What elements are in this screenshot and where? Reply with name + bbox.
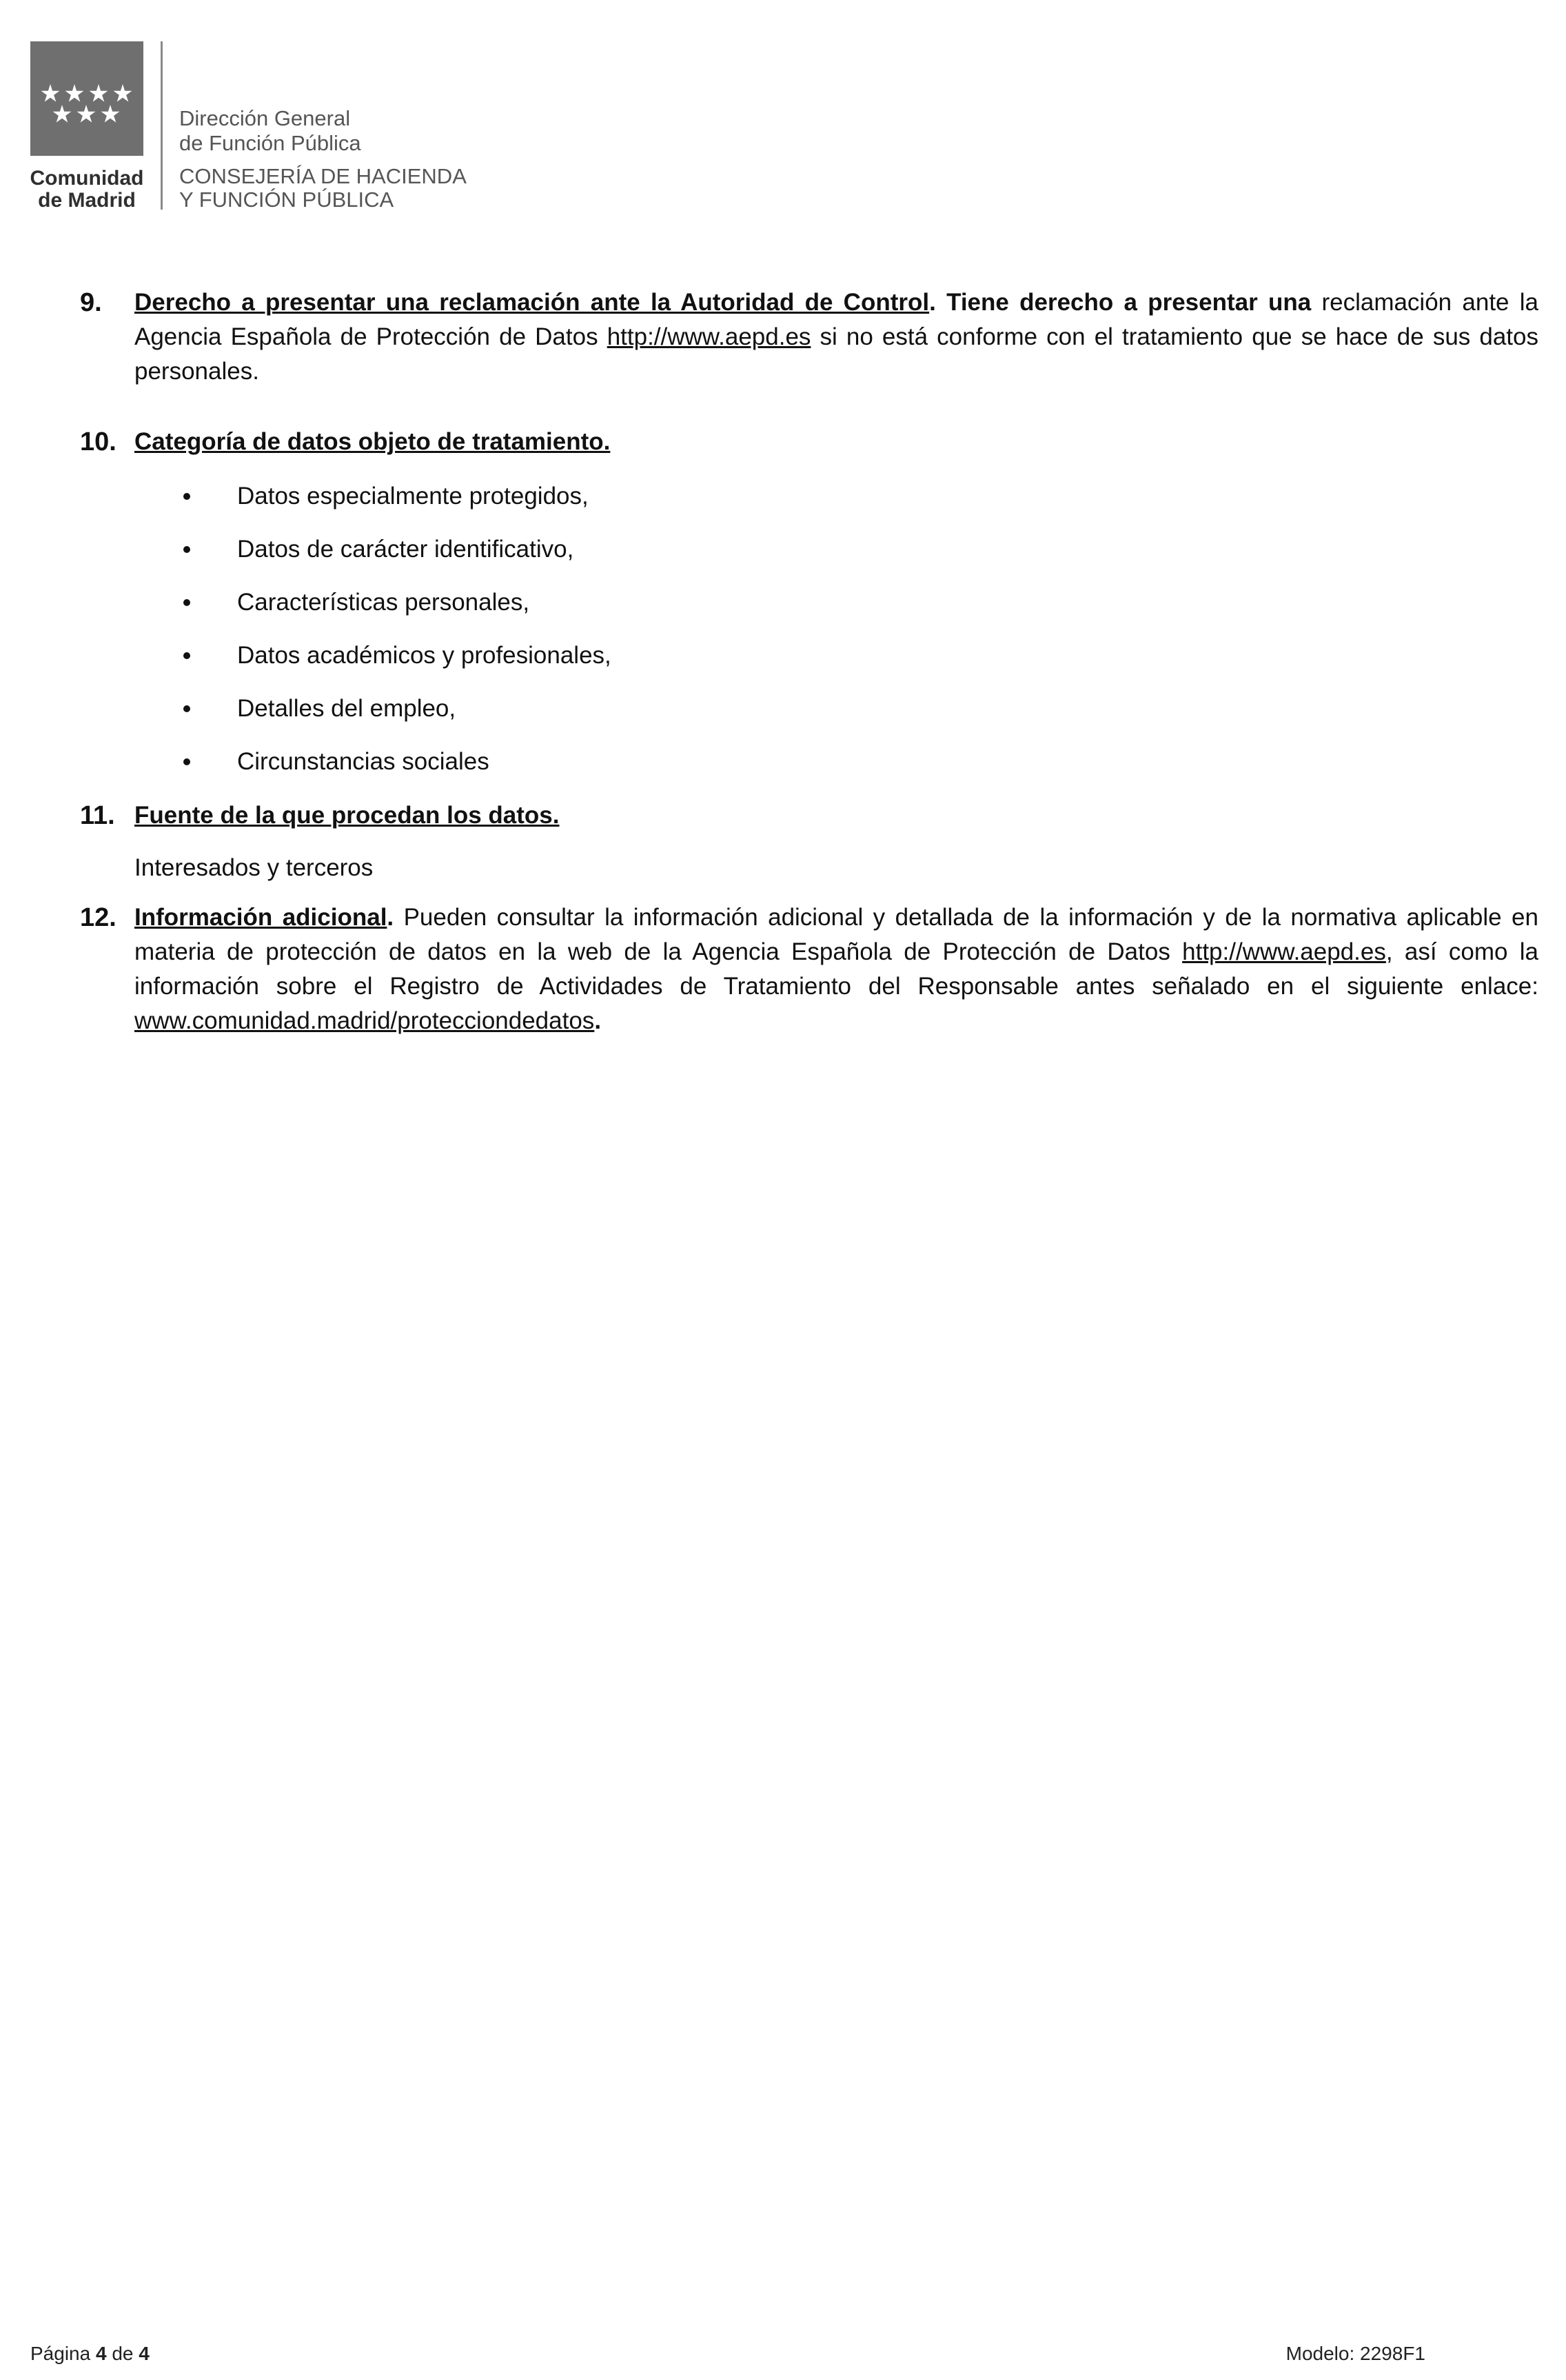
list-item: Datos de carácter identificativo, xyxy=(183,532,573,567)
dept-line-3: CONSEJERÍA DE HACIENDA xyxy=(179,164,467,188)
section-number: 9. xyxy=(80,288,102,317)
section-12-text1: Pueden consultar la información adicional y detallada de la información y de la normativa aplicable en materia de protección de datos en la web de la Agencia Española de Protección de Datos xyxy=(134,904,1538,965)
section-number: 11. xyxy=(80,801,115,830)
page-number: Página 4 de 4 xyxy=(30,2343,150,2364)
bullet-icon xyxy=(183,758,190,765)
section-12 xyxy=(80,900,1538,1038)
star-icon xyxy=(101,105,120,123)
stars-emblem-icon xyxy=(30,41,143,156)
section-11-title: Fuente de la que procedan los datos. xyxy=(134,802,560,829)
section-9-text2: si no está conforme con el tratamiento que se hace de sus datos personales. xyxy=(134,323,1538,385)
bullet-icon xyxy=(183,546,190,553)
section-9-title-end: . xyxy=(929,289,936,316)
dept-line-1: Dirección General xyxy=(179,106,351,130)
section-12-end: . xyxy=(594,1007,602,1034)
star-icon xyxy=(114,84,132,102)
bullet-icon xyxy=(183,493,190,500)
bullet-icon xyxy=(183,599,190,606)
logo-name-line1: Comunidad xyxy=(30,167,144,190)
section-9-title: Derecho a presentar una reclamación ante la Autoridad de Control xyxy=(134,289,930,316)
section-9-text1: reclamación ante la Agencia Española de Protección de Datos xyxy=(134,289,1538,350)
list-item: Datos académicos y profesionales, xyxy=(183,638,611,673)
section-number: 12. xyxy=(80,903,116,932)
section-number: 10. xyxy=(80,427,116,456)
section-12-title-end: . xyxy=(387,904,394,931)
star-icon xyxy=(65,84,84,102)
section-12-text2: , así como la información sobre el Registro de Actividades de Tratamiento del Responsable antes señalado en el siguiente enlace: xyxy=(134,938,1538,1000)
section-11-text-row xyxy=(80,851,1538,885)
list-item: Características personales, xyxy=(183,585,529,620)
header-divider xyxy=(161,41,163,210)
comunidad-madrid-logo xyxy=(30,41,143,156)
bullet-icon xyxy=(183,652,190,659)
star-icon xyxy=(41,84,60,102)
dept-line-4: Y FUNCIÓN PÚBLICA xyxy=(179,188,394,212)
proteccion-datos-link[interactable]: www.comunidad.madrid/protecciondedatos xyxy=(134,1007,595,1034)
section-10-title: Categoría de datos objeto de tratamiento. xyxy=(134,428,611,455)
logo-name-line2: de Madrid xyxy=(38,189,136,212)
dept-line-2: de Función Pública xyxy=(179,131,361,155)
section-11-text: Interesados y terceros xyxy=(134,854,374,881)
list-item: Circunstancias sociales xyxy=(183,745,489,779)
section-9-body xyxy=(134,285,1538,389)
section-9-bold-lead: Tiene derecho a presentar una xyxy=(946,289,1312,316)
bullet-icon xyxy=(183,705,190,712)
section-12-title: Información adicional xyxy=(134,904,387,931)
section-9 xyxy=(80,285,1538,389)
star-icon xyxy=(77,105,96,123)
star-icon xyxy=(90,84,108,102)
section-10 xyxy=(80,425,1538,459)
star-icon xyxy=(53,105,72,123)
model-label: Modelo: 2298F1 xyxy=(1285,2343,1425,2364)
section-12-body xyxy=(134,900,1538,1038)
list-item: Detalles del empleo, xyxy=(183,692,456,726)
aepd-link[interactable]: http://www.aepd.es xyxy=(1182,938,1386,965)
section-11 xyxy=(80,798,1538,833)
aepd-link[interactable]: http://www.aepd.es xyxy=(607,323,811,350)
list-item: Datos especialmente protegidos, xyxy=(183,479,589,514)
